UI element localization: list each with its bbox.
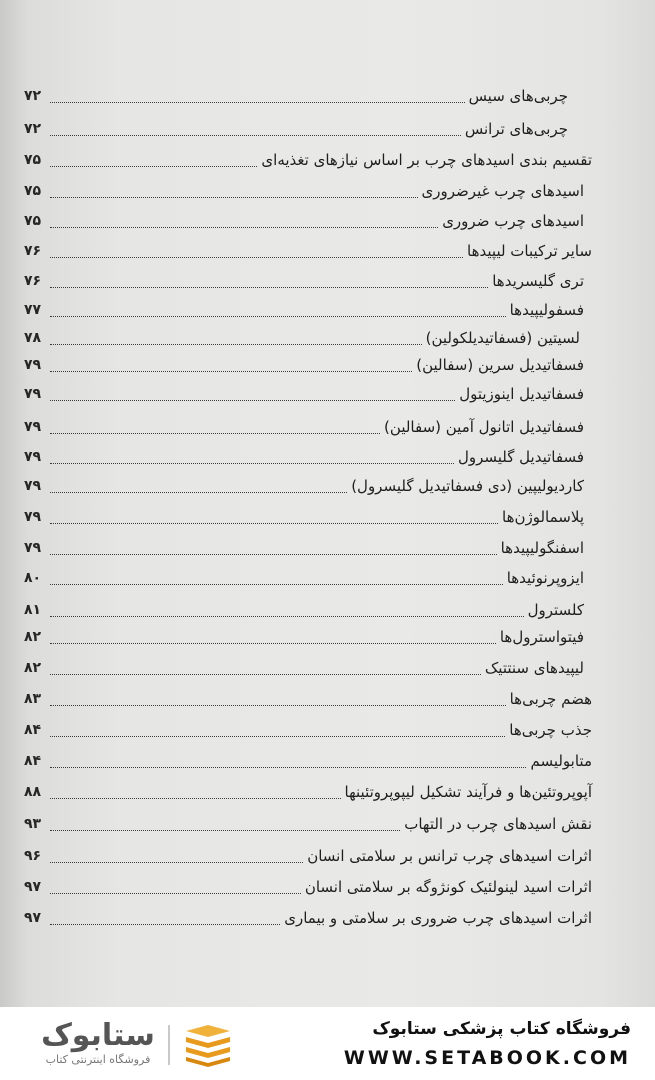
toc-entry [24,208,592,234]
toc-entry-page: ۸۴ [24,722,42,738]
toc-entry-page: ۷۵ [24,152,42,168]
toc-entry-page: ۷۲ [24,88,42,104]
dot-leader [50,257,463,258]
toc-entry-page: ۸۲ [24,629,42,645]
toc-entry-title: اثرات اسیدهای چرب ضروری بر سلامتی و بیماری [284,909,592,927]
toc-entry-page: ۷۹ [24,357,42,373]
toc-entry-page: ۷۹ [24,449,42,465]
toc-entry-title: فسفاتیدیل سرین (سفالین) [416,356,584,374]
toc-entry-title: اسیدهای چرب ضروری [442,212,584,230]
toc-entry [24,116,592,142]
toc-entry-title: اثرات اسید لینولئیک کونژوگه بر سلامتی انسان [304,878,592,896]
toc-entry-title: پلاسمالوژن‌ها [502,508,584,526]
dot-leader [50,798,341,799]
dot-leader [50,736,505,737]
toc-entry-title: تری گلیسریدها [492,272,584,290]
dot-leader [50,862,303,863]
toc-entry-title: لیپیدهای سنتتیک [484,659,584,677]
toc-entry [24,686,592,712]
toc-entry-title: هضم چربی‌ها [509,690,592,708]
dot-leader [50,616,524,617]
logo-divider [168,1025,170,1065]
toc-entry-title: متابولیسم [530,752,592,770]
dot-leader [50,705,506,706]
toc-entry-page: ۷۹ [24,509,42,525]
toc-entry-page: ۷۷ [24,302,42,318]
dot-leader [50,924,280,925]
toc-entry [24,535,592,561]
book-stack-icon [180,1023,236,1067]
dot-leader [50,135,461,136]
logo-tagline: فروشگاه اینترنتی کتاب [45,1053,151,1066]
toc-entry [24,843,592,869]
toc-entry [24,352,592,378]
toc-entry [24,779,592,805]
dot-leader [50,830,400,831]
store-url: WWW.SETABOOK.COM [343,1047,631,1069]
toc-entry [24,444,592,470]
toc-entry-page: ۷۲ [24,121,42,137]
dot-leader [50,584,503,585]
toc-entry [24,325,592,351]
dot-leader [50,344,422,345]
toc-entry-title: ایزوپرنوئیدها [506,569,584,587]
dot-leader [50,400,455,401]
toc-entry-page: ۸۲ [24,660,42,676]
toc-entry-title: سایر ترکیبات لیپیدها [467,242,592,260]
toc-entry [24,874,592,900]
toc-entry-page: ۷۸ [24,330,42,346]
toc-entry-title: اثرات اسیدهای چرب ترانس بر سلامتی انسان [307,847,592,865]
setabook-logo [28,1019,248,1071]
dot-leader [50,287,488,288]
toc-entry-page: ۷۹ [24,386,42,402]
toc-entry-title: اسیدهای چرب غیرضروری [421,182,584,200]
toc-entry-page: ۸۸ [24,784,42,800]
toc-entry [24,811,592,837]
toc-entry-page: ۷۹ [24,419,42,435]
dot-leader [50,767,526,768]
dot-leader [50,197,418,198]
dot-leader [50,102,465,103]
toc-entry-page: ۷۶ [24,273,42,289]
store-footer-banner [0,1007,655,1080]
toc-entry [24,624,592,650]
logo-wordmark: ستابوک [41,1018,155,1053]
toc-entry [24,905,592,931]
toc-entry-page: ۸۳ [24,691,42,707]
toc-entry-page: ۷۵ [24,183,42,199]
dot-leader [50,227,438,228]
toc-entry-title: فسفاتیدیل اتانول آمین (سفالین) [384,418,584,436]
toc-entry [24,381,592,407]
toc-entry-page: ۷۹ [24,478,42,494]
toc-entry [24,748,592,774]
toc-entry-title: فسفاتیدیل اینوزیتول [459,385,584,403]
dot-leader [50,492,347,493]
dot-leader [50,523,498,524]
dot-leader [50,674,481,675]
toc-entry [24,414,592,440]
store-name: فروشگاه کتاب پزشکی ستابوک [372,1019,631,1039]
toc-entry-title: نقش اسیدهای چرب در التهاب [404,815,592,833]
toc-entry-title: کلسترول [527,601,584,619]
toc-entry [24,655,592,681]
toc-entry-page: ۸۴ [24,753,42,769]
toc-entry-title: کاردیولیپین (دی فسفاتیدیل گلیسرول) [351,477,584,495]
toc-entry-title: جذب چربی‌ها [509,721,592,739]
toc-entry [24,565,592,591]
dot-leader [50,371,412,372]
dot-leader [50,893,301,894]
toc-entry [24,717,592,743]
toc-entry [24,504,592,530]
toc-entry [24,597,592,623]
toc-entry [24,83,592,109]
toc-entry-title: فسفاتیدیل گلیسرول [457,448,584,466]
toc-entry-title: فسفولیپیدها [509,301,584,319]
toc-entry-title: لسیتین (فسفاتیدیلکولین) [425,329,580,347]
dot-leader [50,643,496,644]
toc-entry [24,147,592,173]
toc-entry-page: ۹۷ [24,879,42,895]
dot-leader [50,166,257,167]
toc-entry-page: ۹۷ [24,910,42,926]
toc-entry-page: ۷۵ [24,213,42,229]
dot-leader [50,463,454,464]
toc-entry-title: فیتواسترول‌ها [499,628,584,646]
toc-entry-page: ۹۶ [24,848,42,864]
toc-entry [24,473,592,499]
dot-leader [50,554,497,555]
toc-entry-page: ۷۹ [24,540,42,556]
toc-entry-title: چربی‌های ترانس [464,120,568,138]
dot-leader [50,433,380,434]
toc-entry-page: ۸۰ [24,570,42,586]
toc-entry-title: آپوپروتئین‌ها و فرآیند تشکیل لیپوپروتئینها [344,783,592,801]
toc-entry [24,268,592,294]
toc-entry [24,178,592,204]
toc-entry-page: ۸۱ [24,602,42,618]
dot-leader [50,316,506,317]
toc-entry-title: تقسیم بندی اسیدهای چرب بر اساس نیازهای تغذیه‌ای [261,151,592,169]
toc-entry-page: ۹۳ [24,816,42,832]
toc-entry-page: ۷۶ [24,243,42,259]
toc-entry-title: چربی‌های سیس [468,87,568,105]
toc-entry-title: اسفنگولیپیدها [500,539,584,557]
toc-entry [24,297,592,323]
toc-entry [24,238,592,264]
